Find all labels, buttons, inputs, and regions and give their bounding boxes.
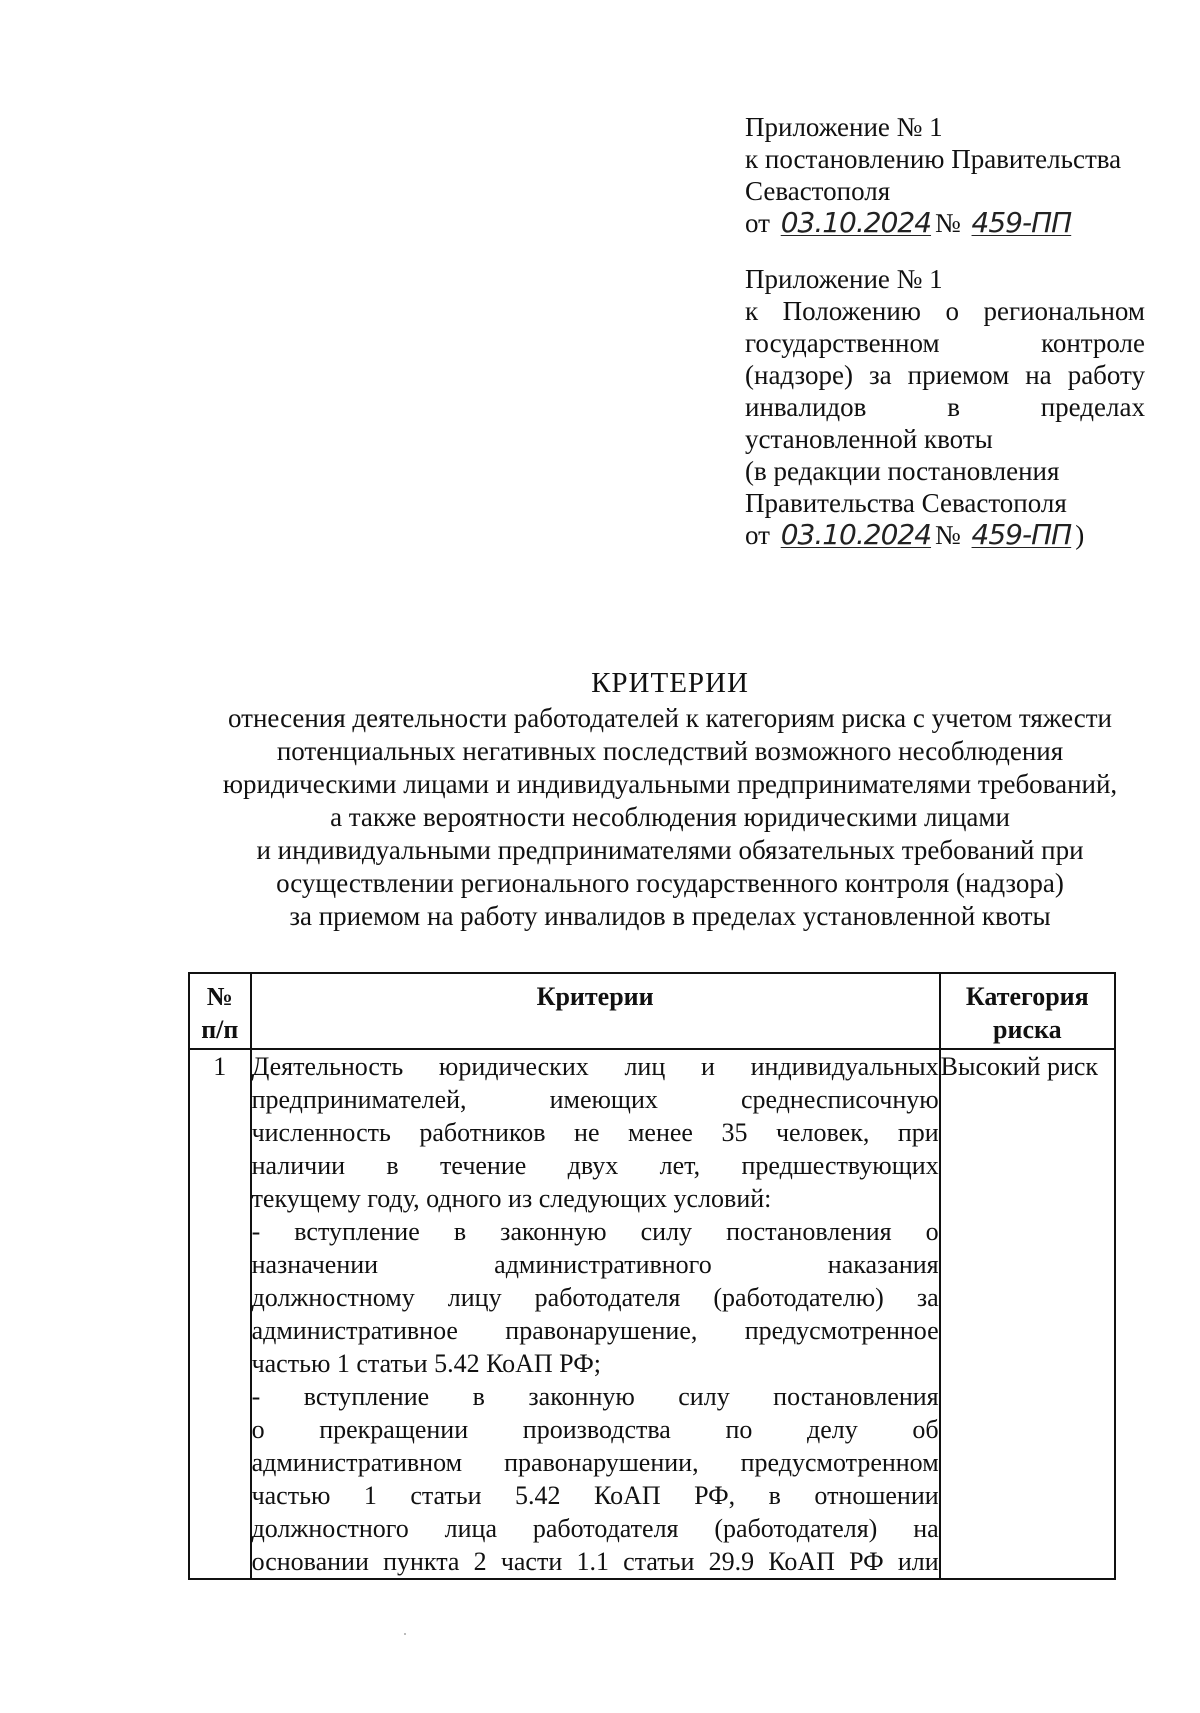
criteria-line: частью 1 статьи 5.42 КоАП РФ, в отношении	[251, 1481, 939, 1510]
document-subtitle-line: а также вероятности несоблюдения юридическими лицами	[330, 802, 1010, 832]
document-subtitle-line: за приемом на работу инвалидов в пределах установленной квоты	[289, 901, 1051, 931]
annex-title: Приложение № 1	[745, 112, 943, 142]
annex-line: к постановлению Правительства	[745, 144, 1122, 174]
document-subtitle-line: отнесения деятельности работодателей к категориям риска с учетом тяжести	[228, 703, 1112, 733]
header-number-abbr: п/п	[201, 1015, 239, 1044]
criteria-line: должностного лица работодателя (работодателя) на	[251, 1514, 939, 1543]
document-subtitle-line: потенциальных негативных последствий возможного несоблюдения	[276, 736, 1064, 766]
document-subtitle-line: юридическими лицами и индивидуальными предпринимателями требований,	[222, 769, 1118, 799]
document-heading: КРИТЕРИИ	[591, 667, 749, 699]
closing-paren: )	[1075, 520, 1085, 550]
annex-line: инвалидов в пределах	[745, 392, 1145, 422]
annex-to-resolution	[745, 111, 1145, 239]
criteria-line: - вступление в законную силу постановления	[251, 1382, 939, 1411]
header-criteria: Критерии	[251, 973, 940, 1049]
row-risk-category: Высокий риск	[940, 1049, 1115, 1579]
document-subtitle-line: осуществлении регионального государственного контроля (надзора)	[276, 868, 1064, 898]
number-label: №	[935, 520, 961, 550]
criteria-line: - вступление в законную силу постановления о	[251, 1217, 939, 1246]
annex-line: (в редакции постановления	[745, 456, 1060, 486]
annex-to-regulation	[745, 263, 1145, 551]
annex-line: Правительства Севастополя	[745, 488, 1067, 518]
row-criteria	[251, 1049, 940, 1579]
annex-line: государственном контроле	[745, 328, 1145, 358]
table-header-row	[189, 973, 1115, 1049]
annex-line: установленной квоты	[745, 424, 993, 454]
handwritten-date: 03.10.2024	[780, 206, 932, 239]
criteria-line: предпринимателей, имеющих среднесписочную	[251, 1085, 939, 1114]
criteria-line: должностному лицу работодателя (работодателю) за	[251, 1283, 939, 1312]
document-title-block	[180, 667, 1160, 933]
number-label: №	[935, 208, 961, 238]
criteria-table	[188, 972, 1116, 1580]
annex-line: (надзоре) за приемом на работу	[745, 360, 1145, 390]
header-risk-category	[940, 973, 1115, 1049]
scan-artifact	[404, 1633, 406, 1635]
criteria-line: назначении административного наказания	[251, 1250, 939, 1279]
criteria-line: Деятельность юридических лиц и индивидуальных	[251, 1052, 939, 1081]
from-label: от	[745, 520, 770, 550]
from-label: от	[745, 208, 770, 238]
row-number: 1	[189, 1049, 251, 1579]
header-number-symbol: №	[206, 982, 233, 1011]
criteria-line: основании пункта 2 части 1.1 статьи 29.9 КоАП РФ или	[251, 1547, 939, 1576]
annex-line: Севастополя	[745, 176, 891, 206]
criteria-line: численность работников не менее 35 человек, при	[251, 1118, 939, 1147]
criteria-line: о прекращении производства по делу об	[251, 1415, 939, 1444]
header-number	[189, 973, 251, 1049]
criteria-line: текущему году, одного из следующих условий:	[251, 1184, 772, 1213]
criteria-line: административное правонарушение, предусмотренное	[251, 1316, 939, 1345]
table-row	[189, 1049, 1115, 1579]
annex-line: к Положению о региональном	[745, 296, 1145, 326]
header-category-line: Категория	[965, 982, 1089, 1011]
criteria-line: частью 1 статьи 5.42 КоАП РФ;	[251, 1349, 601, 1378]
annex-date-number	[745, 519, 1145, 551]
header-category-line: риска	[993, 1015, 1062, 1044]
handwritten-number: 459-ПП	[971, 206, 1072, 239]
annex-date-number	[745, 207, 1145, 239]
annex-title: Приложение № 1	[745, 264, 943, 294]
criteria-line: наличии в течение двух лет, предшествующих	[251, 1151, 939, 1180]
document-subtitle-line: и индивидуальными предпринимателями обязательных требований при	[256, 835, 1084, 865]
handwritten-date: 03.10.2024	[780, 518, 932, 551]
criteria-line: административном правонарушении, предусмотренном	[251, 1448, 939, 1477]
handwritten-number: 459-ПП	[971, 518, 1072, 551]
